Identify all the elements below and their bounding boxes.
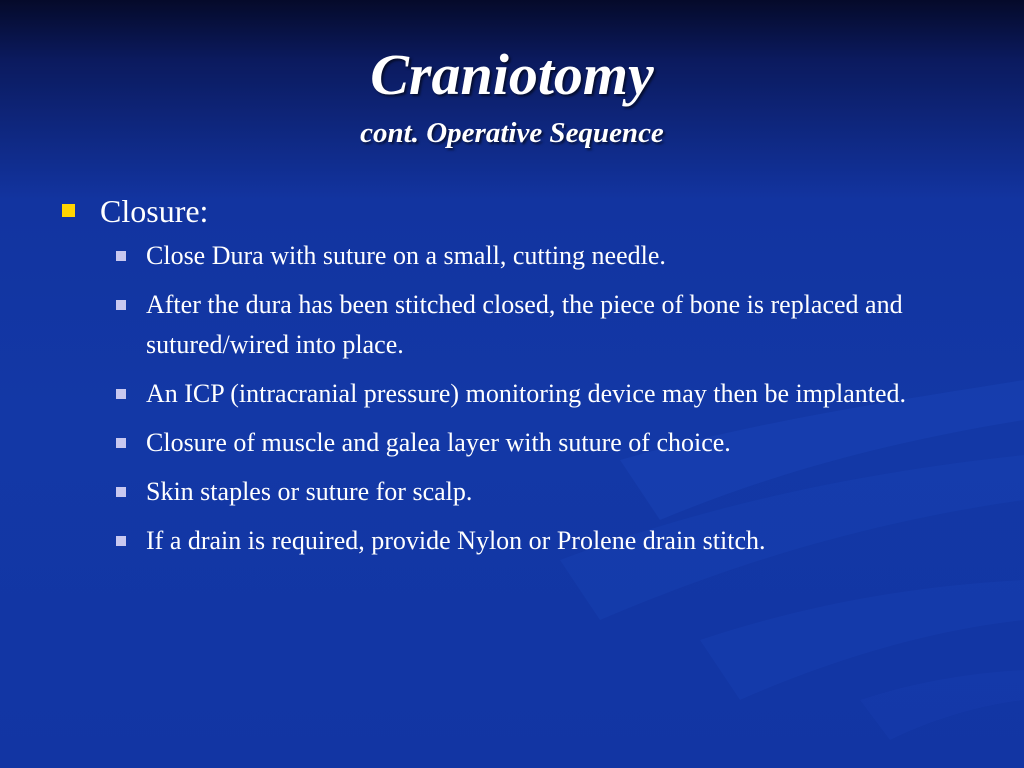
closure-sub-list xyxy=(62,236,982,561)
square-bullet-icon xyxy=(62,204,75,217)
square-bullet-icon xyxy=(116,251,126,261)
list-item-text: Skin staples or suture for scalp. xyxy=(146,477,473,506)
list-item xyxy=(116,374,982,414)
list-item xyxy=(116,236,982,276)
list-item-text: If a drain is required, provide Nylon or Prolene drain stitch. xyxy=(146,526,766,555)
list-item xyxy=(116,423,982,463)
list-item-text: Closure of muscle and galea layer with suture of choice. xyxy=(146,428,731,457)
slide-title: Craniotomy xyxy=(370,42,654,107)
square-bullet-icon xyxy=(116,536,126,546)
list-item-text: After the dura has been stitched closed, the piece of bone is replaced and sutured/wired into place. xyxy=(146,290,903,359)
slide-subtitle: cont. Operative Sequence xyxy=(360,117,664,149)
square-bullet-icon xyxy=(116,300,126,310)
square-bullet-icon xyxy=(116,389,126,399)
list-item-text: An ICP (intracranial pressure) monitoring device may then be implanted. xyxy=(146,379,907,408)
square-bullet-icon xyxy=(116,438,126,448)
list-item-text: Close Dura with suture on a small, cutting needle. xyxy=(146,241,666,270)
bullet-closure-text: Closure: xyxy=(100,193,209,229)
list-item xyxy=(116,285,982,365)
list-item xyxy=(116,472,982,512)
square-bullet-icon xyxy=(116,487,126,497)
slide-content xyxy=(62,190,982,570)
bullet-closure xyxy=(62,190,982,232)
list-item xyxy=(116,521,982,561)
